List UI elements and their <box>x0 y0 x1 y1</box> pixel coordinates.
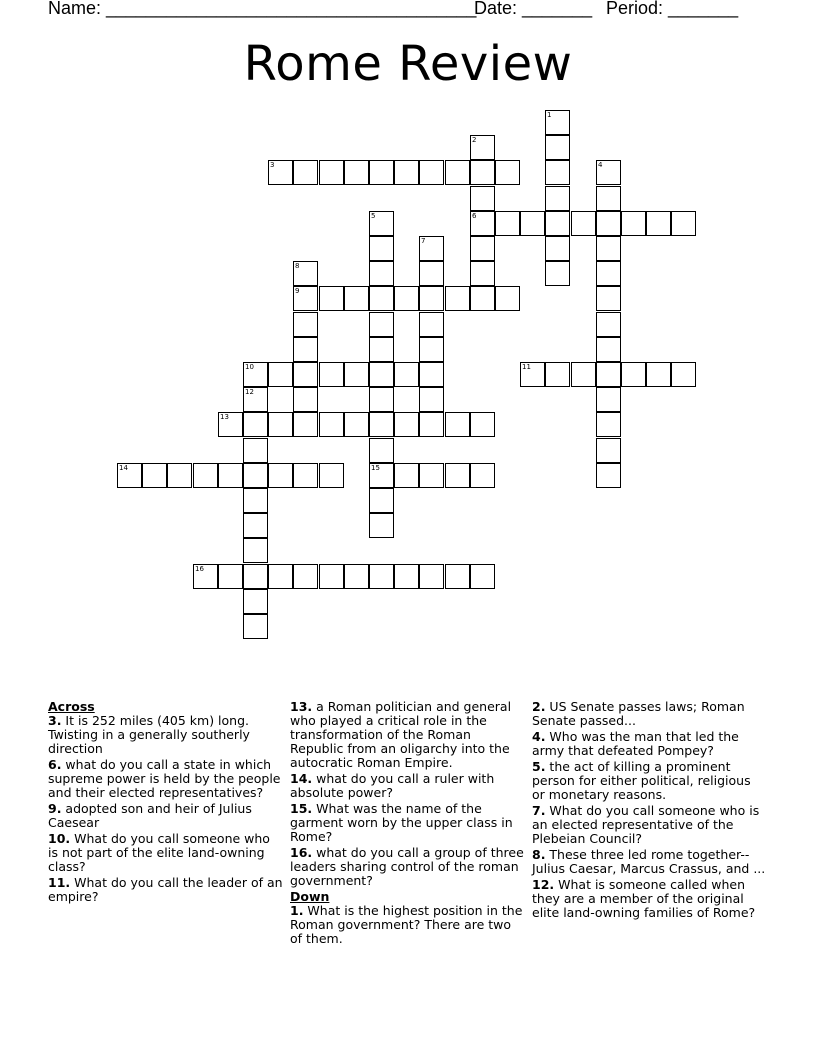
grid-cell[interactable] <box>369 261 394 286</box>
clue-across <box>48 832 283 874</box>
clue-text: What was the name of the garment worn by the upper class in Rome? <box>290 801 513 844</box>
grid-cell[interactable] <box>344 412 369 437</box>
grid-cell[interactable] <box>596 261 621 286</box>
grid-cell[interactable] <box>545 186 570 211</box>
grid-cell[interactable] <box>596 438 621 463</box>
cell-number: 13 <box>220 413 229 421</box>
grid-cell[interactable] <box>369 160 394 185</box>
grid-cell[interactable] <box>293 362 318 387</box>
cell-number: 1 <box>547 111 552 119</box>
clue-column-1 <box>48 700 283 906</box>
grid-cell[interactable] <box>596 387 621 412</box>
grid-cell[interactable] <box>319 160 344 185</box>
grid-cell[interactable] <box>293 463 318 488</box>
across-heading: Across <box>48 699 95 714</box>
clue-text: the act of killing a prominent person for either political, religious or monetary reasons. <box>532 759 751 802</box>
grid-cell[interactable] <box>369 438 394 463</box>
grid-cell[interactable] <box>293 286 318 311</box>
grid-cell[interactable] <box>419 312 444 337</box>
clue-number: 10. <box>48 831 71 846</box>
grid-cell[interactable] <box>571 211 596 236</box>
clue-text: It is 252 miles (405 km) long. Twisting in a generally southerly direction <box>48 713 250 756</box>
clue-across <box>290 802 525 844</box>
grid-cell[interactable] <box>218 463 243 488</box>
grid-cell[interactable] <box>369 312 394 337</box>
grid-cell[interactable] <box>419 261 444 286</box>
grid-cell[interactable] <box>394 160 419 185</box>
grid-cell[interactable] <box>445 412 470 437</box>
clue-across <box>290 772 525 800</box>
grid-cell[interactable] <box>394 564 419 589</box>
date-field[interactable]: Date: _______ <box>474 0 593 18</box>
grid-cell[interactable] <box>470 236 495 261</box>
grid-cell[interactable] <box>419 412 444 437</box>
clue-across <box>48 802 283 830</box>
clue-number: 1. <box>290 903 304 918</box>
grid-cell[interactable] <box>596 312 621 337</box>
grid-cell[interactable] <box>369 387 394 412</box>
grid-cell[interactable] <box>167 463 192 488</box>
clue-text: what do you call a group of three leaders sharing control of the roman government? <box>290 845 524 888</box>
cell-number: 7 <box>421 237 426 245</box>
grid-cell[interactable] <box>419 286 444 311</box>
cell-number: 4 <box>598 161 603 169</box>
cell-number: 3 <box>270 161 275 169</box>
grid-cell[interactable] <box>268 564 293 589</box>
clue-text: what do you call a ruler with absolute power? <box>290 771 495 800</box>
grid-cell[interactable] <box>293 412 318 437</box>
grid-cell[interactable] <box>218 564 243 589</box>
clue-text: a Roman politician and general who played a critical role in the transformation of the Roman Republic from an oligarchy into the autocratic Roman Empire. <box>290 699 512 770</box>
cell-number: 12 <box>245 388 254 396</box>
grid-cell[interactable] <box>621 211 646 236</box>
grid-cell[interactable] <box>369 362 394 387</box>
grid-cell[interactable] <box>596 160 621 185</box>
clue-text: US Senate passes laws; Roman Senate passed... <box>532 699 745 728</box>
grid-cell[interactable] <box>319 564 344 589</box>
clue-number: 13. <box>290 699 313 714</box>
grid-cell[interactable] <box>268 362 293 387</box>
grid-cell[interactable] <box>243 589 268 614</box>
cell-number: 5 <box>371 212 376 220</box>
clue-number: 5. <box>532 759 546 774</box>
grid-cell[interactable] <box>419 236 444 261</box>
grid-cell[interactable] <box>293 261 318 286</box>
grid-cell[interactable] <box>243 387 268 412</box>
clue-number: 11. <box>48 875 71 890</box>
grid-cell[interactable] <box>243 614 268 639</box>
clue-across <box>290 846 525 888</box>
clue-text: What is the highest position in the Roman government? There are two of them. <box>290 903 523 946</box>
grid-cell[interactable] <box>545 261 570 286</box>
grid-cell[interactable] <box>369 488 394 513</box>
clue-number: 16. <box>290 845 313 860</box>
grid-cell[interactable] <box>369 337 394 362</box>
clue-across <box>48 758 283 800</box>
cell-number: 9 <box>295 287 300 295</box>
cell-number: 2 <box>472 136 477 144</box>
clue-text: What do you call someone who is an elected representative of the Plebeian Council? <box>532 803 760 846</box>
grid-cell[interactable] <box>545 362 570 387</box>
grid-cell[interactable] <box>545 236 570 261</box>
grid-cell[interactable] <box>293 337 318 362</box>
grid-cell[interactable] <box>545 110 570 135</box>
grid-cell[interactable] <box>596 186 621 211</box>
grid-cell[interactable] <box>369 211 394 236</box>
clue-number: 2. <box>532 699 546 714</box>
grid-cell[interactable] <box>571 362 596 387</box>
grid-cell[interactable] <box>470 286 495 311</box>
grid-cell[interactable] <box>344 362 369 387</box>
cell-number: 14 <box>119 464 128 472</box>
grid-cell[interactable] <box>218 412 243 437</box>
grid-cell[interactable] <box>243 362 268 387</box>
grid-cell[interactable] <box>369 286 394 311</box>
clue-down <box>532 848 767 876</box>
grid-cell[interactable] <box>596 286 621 311</box>
grid-cell[interactable] <box>621 362 646 387</box>
clue-down <box>532 804 767 846</box>
grid-cell[interactable] <box>495 211 520 236</box>
clue-down <box>290 904 525 946</box>
grid-cell[interactable] <box>596 362 621 387</box>
grid-cell[interactable] <box>243 463 268 488</box>
cell-number: 10 <box>245 363 254 371</box>
grid-cell[interactable] <box>470 261 495 286</box>
grid-cell[interactable] <box>319 463 344 488</box>
clue-text: What do you call someone who is not part of the elite land-owning class? <box>48 831 270 874</box>
clue-text: What is someone called when they are a member of the original elite land-owning families of Rome? <box>532 877 756 920</box>
grid-cell[interactable] <box>596 412 621 437</box>
clue-down <box>532 878 767 920</box>
clue-number: 4. <box>532 729 546 744</box>
clue-text: These three led rome together--Julius Caesar, Marcus Crassus, and ... <box>532 847 766 876</box>
clue-text: what do you call a state in which supreme power is held by the people and their elected representatives? <box>48 757 281 800</box>
grid-cell[interactable] <box>293 387 318 412</box>
grid-cell[interactable] <box>646 362 671 387</box>
grid-cell[interactable] <box>369 564 394 589</box>
grid-cell[interactable] <box>470 135 495 160</box>
cell-number: 6 <box>472 212 477 220</box>
grid-cell[interactable] <box>117 463 142 488</box>
grid-cell[interactable] <box>545 211 570 236</box>
grid-cell[interactable] <box>394 463 419 488</box>
grid-cell[interactable] <box>243 564 268 589</box>
grid-cell[interactable] <box>470 160 495 185</box>
grid-cell[interactable] <box>268 463 293 488</box>
grid-cell[interactable] <box>671 362 696 387</box>
cell-number: 16 <box>195 565 204 573</box>
grid-cell[interactable] <box>470 412 495 437</box>
period-field[interactable]: Period: _______ <box>606 0 739 18</box>
grid-cell[interactable] <box>419 463 444 488</box>
grid-cell[interactable] <box>470 564 495 589</box>
grid-cell[interactable] <box>369 513 394 538</box>
grid-cell[interactable] <box>394 412 419 437</box>
grid-cell[interactable] <box>344 160 369 185</box>
grid-cell[interactable] <box>268 412 293 437</box>
grid-cell[interactable] <box>243 412 268 437</box>
clue-column-3 <box>532 700 767 922</box>
grid-cell[interactable] <box>142 463 167 488</box>
cell-number: 11 <box>522 363 531 371</box>
down-heading: Down <box>290 889 330 904</box>
grid-cell[interactable] <box>293 312 318 337</box>
clue-across <box>48 876 283 904</box>
grid-cell[interactable] <box>419 337 444 362</box>
grid-cell[interactable] <box>419 160 444 185</box>
grid-cell[interactable] <box>344 564 369 589</box>
grid-cell[interactable] <box>243 538 268 563</box>
grid-cell[interactable] <box>319 412 344 437</box>
grid-cell[interactable] <box>419 564 444 589</box>
grid-cell[interactable] <box>293 564 318 589</box>
grid-cell[interactable] <box>596 211 621 236</box>
clue-number: 12. <box>532 877 555 892</box>
grid-cell[interactable] <box>394 286 419 311</box>
grid-cell[interactable] <box>369 463 394 488</box>
grid-cell[interactable] <box>470 186 495 211</box>
grid-cell[interactable] <box>293 160 318 185</box>
grid-cell[interactable] <box>193 564 218 589</box>
grid-cell[interactable] <box>495 286 520 311</box>
clue-down <box>532 760 767 802</box>
clue-number: 7. <box>532 803 546 818</box>
grid-cell[interactable] <box>520 211 545 236</box>
clue-text: Who was the man that led the army that defeated Pompey? <box>532 729 739 758</box>
page-title: Rome Review <box>243 36 573 92</box>
grid-cell[interactable] <box>419 362 444 387</box>
grid-cell[interactable] <box>646 211 671 236</box>
clue-column-2 <box>290 700 525 948</box>
clue-number: 3. <box>48 713 62 728</box>
grid-cell[interactable] <box>671 211 696 236</box>
clue-text: What do you call the leader of an empire? <box>48 875 283 904</box>
grid-cell[interactable] <box>470 211 495 236</box>
cell-number: 8 <box>295 262 300 270</box>
clue-number: 14. <box>290 771 313 786</box>
grid-cell[interactable] <box>243 488 268 513</box>
grid-cell[interactable] <box>193 463 218 488</box>
clue-text: adopted son and heir of Julius Caesear <box>48 801 252 830</box>
grid-cell[interactable] <box>394 362 419 387</box>
name-field[interactable]: Name: _____________________________________ <box>48 0 477 18</box>
cell-number: 15 <box>371 464 380 472</box>
grid-cell[interactable] <box>445 564 470 589</box>
grid-cell[interactable] <box>369 412 394 437</box>
grid-cell[interactable] <box>596 236 621 261</box>
clue-across <box>48 714 283 756</box>
grid-cell[interactable] <box>445 286 470 311</box>
grid-cell[interactable] <box>445 160 470 185</box>
grid-cell[interactable] <box>545 135 570 160</box>
grid-cell[interactable] <box>319 286 344 311</box>
grid-cell[interactable] <box>344 286 369 311</box>
grid-cell[interactable] <box>268 160 293 185</box>
grid-cell[interactable] <box>596 463 621 488</box>
grid-cell[interactable] <box>319 362 344 387</box>
clue-down <box>532 730 767 758</box>
clue-number: 8. <box>532 847 546 862</box>
clue-number: 9. <box>48 801 62 816</box>
grid-cell[interactable] <box>445 463 470 488</box>
clue-down <box>532 700 767 728</box>
clue-number: 15. <box>290 801 313 816</box>
grid-cell[interactable] <box>520 362 545 387</box>
grid-cell[interactable] <box>495 160 520 185</box>
clue-number: 6. <box>48 757 62 772</box>
grid-cell[interactable] <box>243 438 268 463</box>
grid-cell[interactable] <box>470 463 495 488</box>
grid-cell[interactable] <box>596 337 621 362</box>
grid-cell[interactable] <box>545 160 570 185</box>
clue-across <box>290 700 525 770</box>
grid-cell[interactable] <box>243 513 268 538</box>
grid-cell[interactable] <box>369 236 394 261</box>
grid-cell[interactable] <box>419 387 444 412</box>
